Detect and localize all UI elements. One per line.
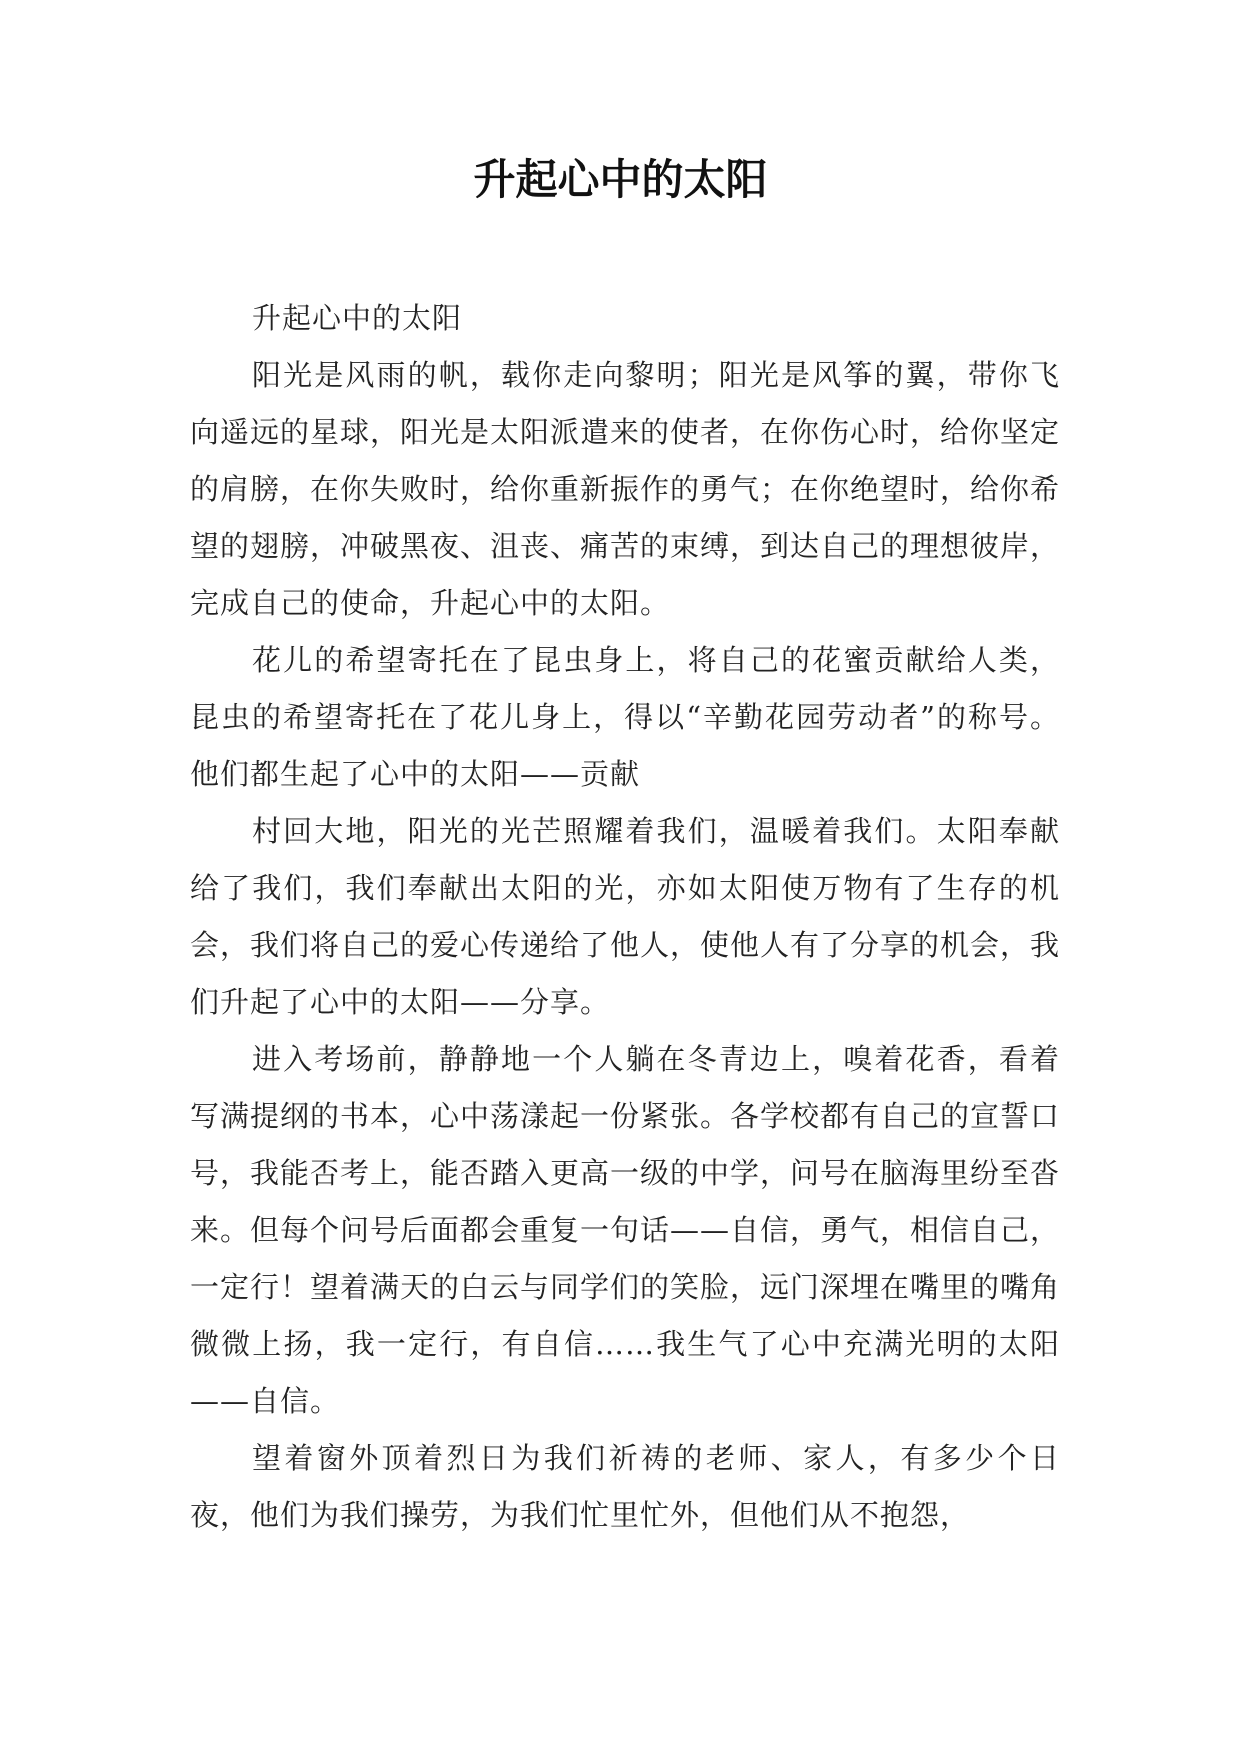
document-title: 升起心中的太阳	[473, 155, 768, 204]
document-body	[190, 290, 1060, 1544]
paragraph-contribution: 花儿的希望寄托在了昆虫身上，将自己的花蜜贡献给人类，昆虫的希望寄托在了花儿身上，得以“辛勤花园劳动者”的称号。他们都生起了心中的太阳——贡献	[190, 643, 1060, 791]
paragraph-sharing: 村回大地，阳光的光芒照耀着我们，温暖着我们。太阳奉献给了我们，我们奉献出太阳的光，亦如太阳使万物有了生存的机会，我们将自己的爱心传递给了他人，使他人有了分享的机会，我们升起了心中的太阳——分享。	[190, 814, 1061, 1019]
paragraph-subtitle: 升起心中的太阳	[252, 301, 463, 335]
paragraph-gratitude: 望着窗外顶着烈日为我们祈祷的老师、家人，有多少个日夜，他们为我们操劳，为我们忙里忙外，但他们从不抱怨，	[190, 1441, 1060, 1532]
paragraph-sunshine: 阳光是风雨的帆，载你走向黎明；阳光是风筝的翼，带你飞向遥远的星球，阳光是太阳派遣来的使者，在你伤心时，给你坚定的肩膀，在你失败时，给你重新振作的勇气；在你绝望时，给你希望的翅膀，冲破黑夜、沮丧、痛苦的束缚，到达自己的理想彼岸，完成自己的使命，升起心中的太阳。	[190, 358, 1061, 620]
paragraph-confidence: 进入考场前，静静地一个人躺在冬青边上，嗅着花香，看着写满提纲的书本，心中荡漾起一份紧张。各学校都有自己的宣誓口号，我能否考上，能否踏入更高一级的中学，问号在脑海里纷至沓来。但每个问号后面都会重复一句话——自信，勇气，相信自己，一定行！望着满天的白云与同学们的笑脸，远门深埋在嘴里的嘴角微微上扬，我一定行，有自信……我生气了心中充满光明的太阳——自信。	[190, 1042, 1061, 1418]
